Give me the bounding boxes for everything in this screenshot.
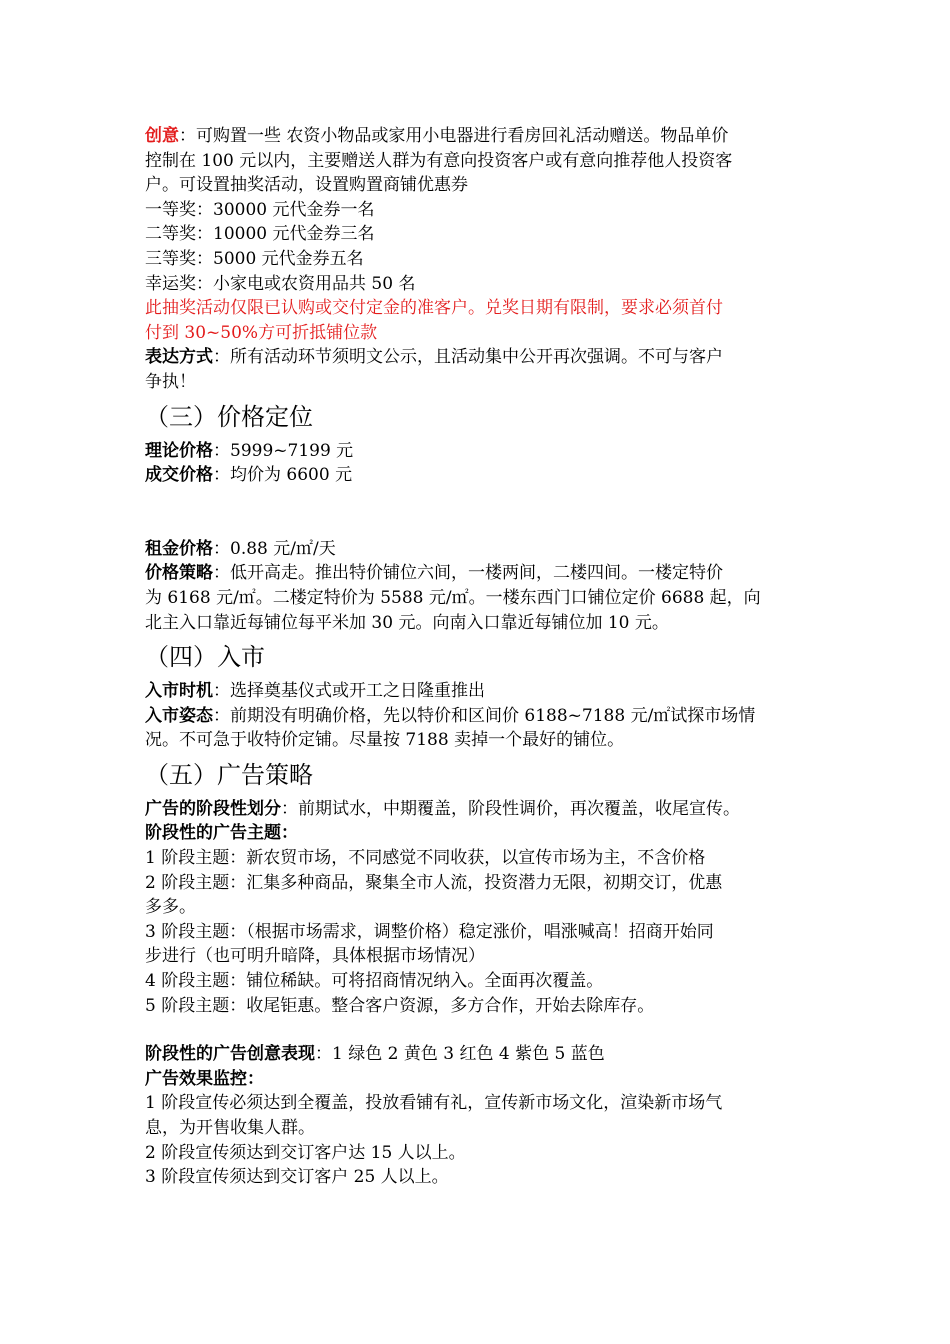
expression-text-1: ：所有活动环节须明文公示，且活动集中公开再次强调。不可与客户 — [213, 347, 723, 368]
creative-line-3: 户。可设置抽奖活动，设置购置商铺优惠券 — [145, 175, 468, 196]
price-strategy-line-1 — [145, 561, 813, 586]
entry-timing-value: ：选择奠基仪式或开工之日隆重推出 — [213, 681, 485, 702]
creative-line-2: 控制在 100 元以内，主要赠送人群为有意向投资客户或有意向推荐他人投资客 — [145, 150, 733, 171]
ad-monitor-line-2: 息，为开售收集人群。 — [145, 1118, 315, 1138]
entry-timing-label: 入市时机 — [145, 681, 213, 702]
ad-theme-line-5: 步进行（也可明升暗降，具体根据市场情况） — [145, 946, 485, 967]
ad-creative-expression-label: 阶段性的广告创意表现 — [145, 1044, 315, 1065]
spacer — [145, 488, 813, 537]
creative-text-1: ：可购置一些 农资小物品或家用小电器进行看房回礼活动赠送。物品单价 — [179, 126, 729, 146]
ad-theme-line-1: 1 阶段主题：新农贸市场，不同感觉不同收获，以宣传市场为主，不含价格 — [145, 848, 706, 869]
prize-first: 一等奖：30000 元代金券一名 — [145, 199, 375, 220]
creative-label: 创意 — [145, 126, 179, 146]
entry-posture-label: 入市姿态 — [145, 705, 213, 726]
prize-second: 二等奖：10000 元代金券三名 — [145, 224, 375, 245]
prize-third: 三等奖：5000 元代金券五名 — [145, 248, 364, 269]
rent-price-label: 租金价格 — [145, 538, 213, 559]
entry-timing — [145, 679, 813, 704]
ad-theme-line-6: 4 阶段主题：铺位稀缺。可将招商情况纳入。全面再次覆盖。 — [145, 971, 604, 992]
theory-price — [145, 439, 813, 464]
ad-themes-label: 阶段性的广告主题： — [145, 823, 298, 844]
prize-lucky: 幸运奖：小家电或农资用品共 50 名 — [145, 273, 416, 294]
theory-price-value: ：5999~7199 元 — [213, 440, 354, 461]
deal-price-value: ：均价为 6600 元 — [213, 465, 353, 486]
ad-monitor-line-4: 3 阶段宣传须达到交订客户 25 人以上。 — [145, 1167, 449, 1188]
rent-price — [145, 537, 813, 562]
entry-posture-line-2: 况。不可急于收特价定铺。尽量按 7188 卖掉一个最好的铺位。 — [145, 730, 625, 751]
ad-phase-division-value: ：前期试水，中期覆盖，阶段性调价，再次覆盖，收尾宣传。 — [281, 798, 740, 819]
ad-phase-division — [145, 797, 813, 822]
rent-price-value: ：0.88 元/㎡/天 — [213, 538, 336, 559]
theory-price-label: 理论价格 — [145, 440, 213, 461]
price-strategy-line-3: 北主入口靠近每铺位每平米加 30 元。向南入口靠近每铺位加 10 元。 — [145, 612, 669, 633]
ad-monitor-line-3: 2 阶段宣传须达到交订客户达 15 人以上。 — [145, 1142, 466, 1163]
price-strategy-line-2: 为 6168 元/㎡。二楼定特价为 5588 元/㎡。一楼东西门口铺位定价 6688 起，向 — [145, 587, 761, 608]
expression-label: 表达方式 — [145, 347, 213, 368]
ad-monitor-line-1: 1 阶段宣传必须达到全覆盖，投放看铺有礼，宣传新市场文化，渲染新市场气 — [145, 1093, 723, 1114]
expression-line-2: 争执！ — [145, 371, 196, 392]
price-strategy-label: 价格策略 — [145, 563, 213, 584]
ad-theme-line-2: 2 阶段主题：汇集多种商品，聚集全市人流，投资潜力无限，初期交订，优惠 — [145, 872, 723, 893]
ad-theme-line-4: 3 阶段主题：（根据市场需求，调整价格）稳定涨价，唱涨喊高！招商开始同 — [145, 921, 714, 942]
deal-price — [145, 463, 813, 488]
entry-posture-line-1 — [145, 704, 813, 729]
entry-posture-text-1: ：前期没有明确价格，先以特价和区间价 6188~7188 元/㎡试探市场情 — [213, 705, 756, 726]
spacer — [145, 1018, 813, 1042]
lottery-notice-2: 付到 30~50%方可折抵铺位款 — [145, 322, 378, 343]
ad-phase-division-label: 广告的阶段性划分 — [145, 798, 281, 819]
deal-price-label: 成交价格 — [145, 465, 213, 486]
section-3-heading: （三）价格定位 — [145, 402, 313, 431]
price-strategy-text-1: ：低开高走。推出特价铺位六间，一楼两间，二楼四间。一楼定特价 — [213, 563, 723, 584]
section-4-heading: （四）入市 — [145, 643, 265, 672]
ad-creative-expression-value: ：1 绿色 2 黄色 3 红色 4 紫色 5 蓝色 — [315, 1044, 605, 1065]
lottery-notice-1: 此抽奖活动仅限已认购或交付定金的准客户。兑奖日期有限制，要求必须首付 — [145, 298, 723, 319]
ad-theme-line-3: 多多。 — [145, 897, 196, 918]
document-body — [145, 124, 813, 1190]
creative-line-1 — [145, 124, 813, 149]
ad-theme-line-7: 5 阶段主题：收尾钜惠。整合客户资源，多方合作，开始去除库存。 — [145, 995, 655, 1016]
ad-creative-expression — [145, 1042, 813, 1067]
ad-monitor-label: 广告效果监控： — [145, 1068, 264, 1089]
expression-line-1 — [145, 345, 813, 370]
section-5-heading: （五）广告策略 — [145, 760, 313, 789]
